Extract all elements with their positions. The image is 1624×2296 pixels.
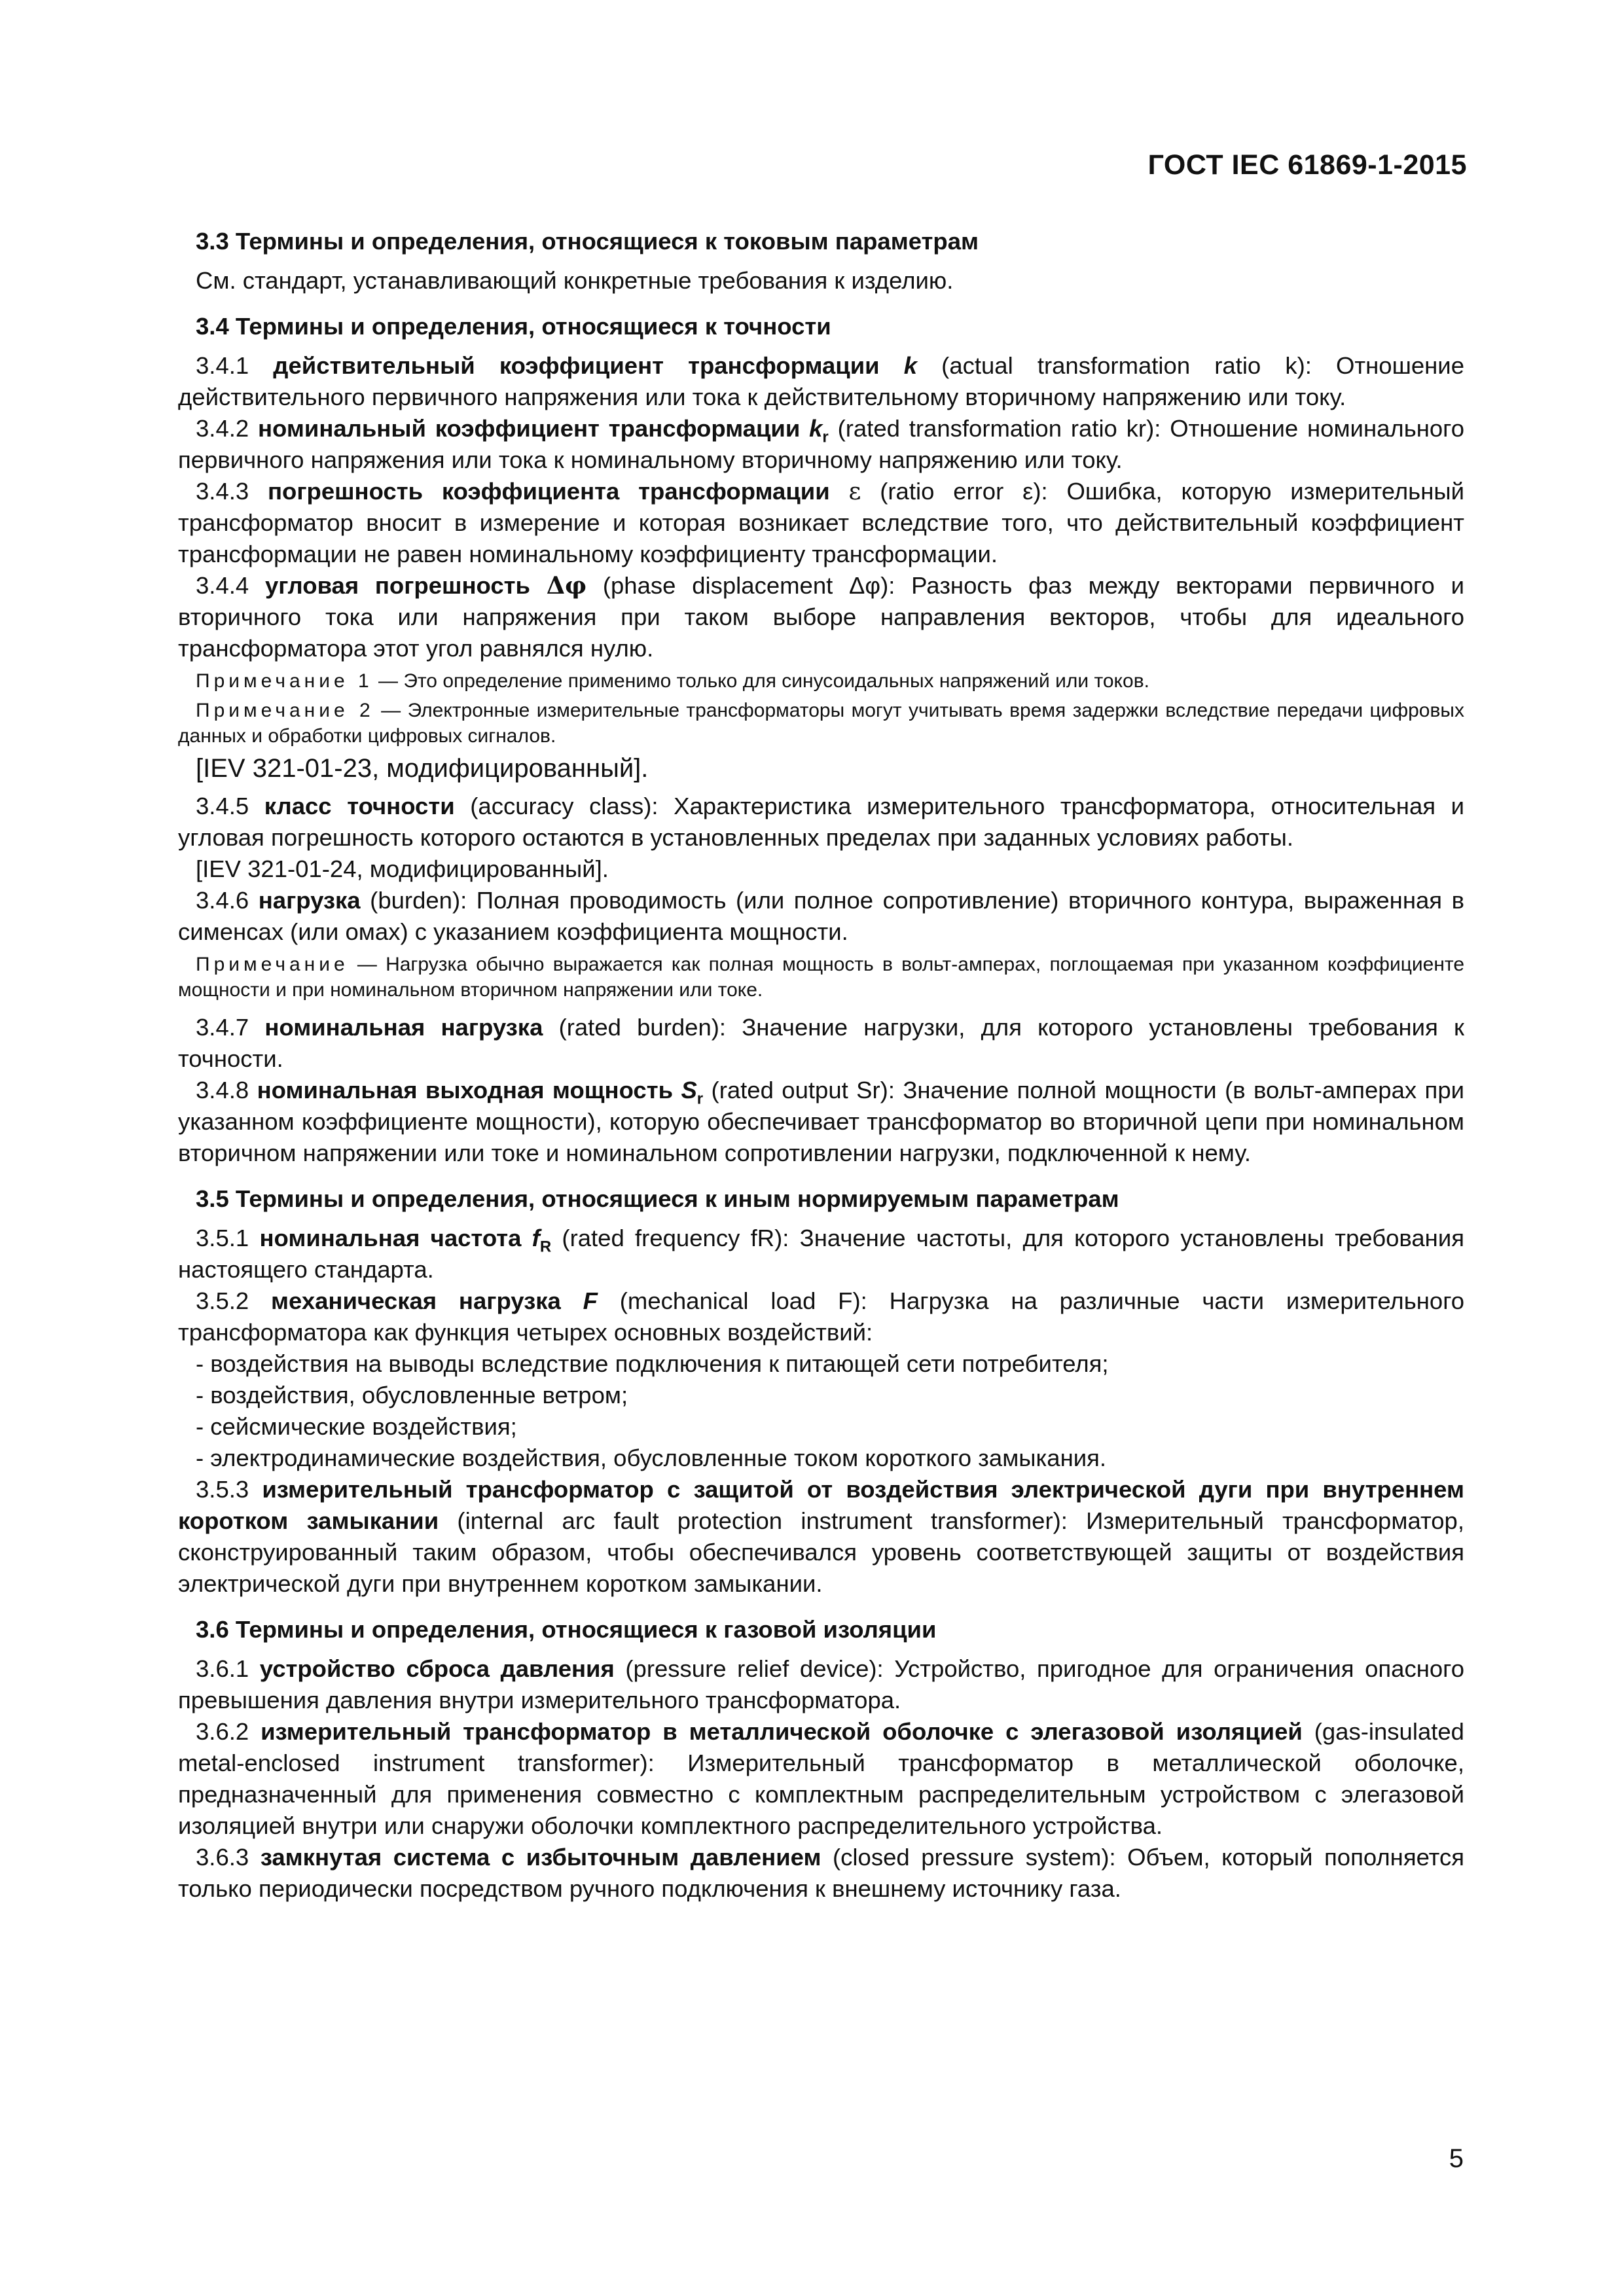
section-heading-3-4: 3.4 Термины и определения, относящиеся к точности [196,313,831,340]
term-3-4-1: 3.4.1 действительный коэффициент трансформации k (actual transformation ratio k): Отношение действительного первичного напряжения или тока к действительному вторичному напряжению или току. [178,352,1464,410]
term-3-6-3: 3.6.3 замкнутая система с избыточным давлением (closed pressure system): Объем, который пополняется только периодически посредством ручного подключения к внешнему источнику газа. [178,1844,1464,1902]
paragraph-3-3: См. стандарт, устанавливающий конкретные требования к изделию. [196,267,954,294]
term-3-6-2: 3.6.2 измерительный трансформатор в металлической оболочке с элегазовой изоляцией (gas-insulated metal-enclosed instrument transformer): Измерительный трансформатор в металлической оболочке, предназначенный для применения совместно с комплектным распределительным устройством с элегазовой изоляцией внутри или снаружи оболочки комплектного распределительного устройства. [178,1718,1464,1839]
term-3-4-6: 3.4.6 нагрузка (burden): Полная проводимость (или полное сопротивление) вторичного контура, выраженная в сименсах (или омах) с указанием коэффициента мощности. [178,887,1464,945]
note-3-4-4-1: Примечание 1 — Это определение применимо только для синусоидальных напряжений или токов. [196,670,1149,692]
term-3-4-2: 3.4.2 номинальный коэффициент трансформации $k_r$ (rated transformation ratio kr): Отношение номинального первичного напряжения или тока к номинальному вторичному напряжению или току. [178,415,1464,473]
term-3-5-1: 3.5.1 номинальная частота $f_R$ (rated frequency fR): Значение частоты, для которого установлены требования настоящего стандарта. [178,1225,1464,1283]
section-heading-3-3: 3.3 Термины и определения, относящиеся к токовым параметрам [196,228,979,255]
document-body [178,226,1464,1905]
reference-iev-321-01-24: [IEV 321-01-24, модифицированный]. [196,855,609,882]
section-heading-3-5: 3.5 Термины и определения, относящиеся к иным нормируемым параметрам [196,1185,1119,1212]
list-item: - воздействия, обусловленные ветром; [196,1382,628,1408]
term-3-4-7: 3.4.7 номинальная нагрузка (rated burden): Значение нагрузки, для которого установлены требования к точности. [178,1014,1464,1072]
list-item: - воздействия на выводы вследствие подключения к питающей сети потребителя; [196,1350,1109,1377]
section-heading-3-6: 3.6 Термины и определения, относящиеся к газовой изоляции [196,1616,937,1643]
note-3-4-6: Примечание — Нагрузка обычно выражается как полная мощность в вольт-амперах, поглощаемая при указанном коэффициенте мощности и при номинальном вторичном напряжении или токе. [178,954,1464,1001]
page-number: 5 [1449,2144,1464,2173]
list-item: - сейсмические воздействия; [196,1413,517,1440]
note-3-4-4-2: Примечание 2 — Электронные измерительные трансформаторы могут учитывать время задержки вследствие передачи цифровых данных и обработки цифровых сигналов. [178,700,1464,747]
term-3-4-3: 3.4.3 погрешность коэффициента трансформации ε (ratio error ε): Ошибка, которую измерительный трансформатор вносит в измерение и которая возникает вследствие того, что действительный коэффициент трансформации не равен номинальному коэффициенту трансформации. [178,477,1464,567]
reference-iev-321-01-23: [IEV 321-01-23, модифицированный]. [196,754,649,783]
term-3-5-3: 3.5.3 измерительный трансформатор с защитой от воздействия электрической дуги при внутреннем коротком замыкании (internal arc fault protection instrument transformer): Измерительный трансформатор, сконструированный таким образом, чтобы обеспечивался уровень соответствующей защиты от воздействия электрической дуги при внутреннем коротком замыкании. [178,1476,1464,1597]
term-3-4-8: 3.4.8 номинальная выходная мощность $S_r$ (rated output Sr): Значение полной мощности (в вольт-амперах при указанном коэффициенте мощности), которую обеспечивает трансформатор во вторичной цепи при номинальном вторичном напряжении или токе и номинальном сопротивлении нагрузки, подключенной к нему. [178,1077,1465,1166]
document-id: ГОСТ IEC 61869-1-2015 [1147,149,1467,181]
term-3-6-1: 3.6.1 устройство сброса давления (pressure relief device): Устройство, пригодное для ограничения опасного превышения давления внутри измерительного трансформатора. [178,1655,1464,1713]
term-3-5-2: 3.5.2 механическая нагрузка F (mechanical load F): Нагрузка на различные части измерительного трансформатора как функция четырех основных воздействий: [178,1287,1465,1346]
term-3-4-4: 3.4.4 угловая погрешность Δφ (phase displacement Δφ): Разность фаз между векторами первичного и вторичного тока или напряжения при таком выборе направления векторов, чтобы для идеального трансформатора этот угол равнялся нулю. [178,571,1464,662]
term-3-4-5: 3.4.5 класс точности (accuracy class): Характеристика измерительного трансформатора, относительная и угловая погрешность которого остаются в установленных пределах при заданных условиях работы. [178,793,1464,851]
list-item: - электродинамические воздействия, обусловленные током короткого замыкания. [196,1444,1107,1471]
